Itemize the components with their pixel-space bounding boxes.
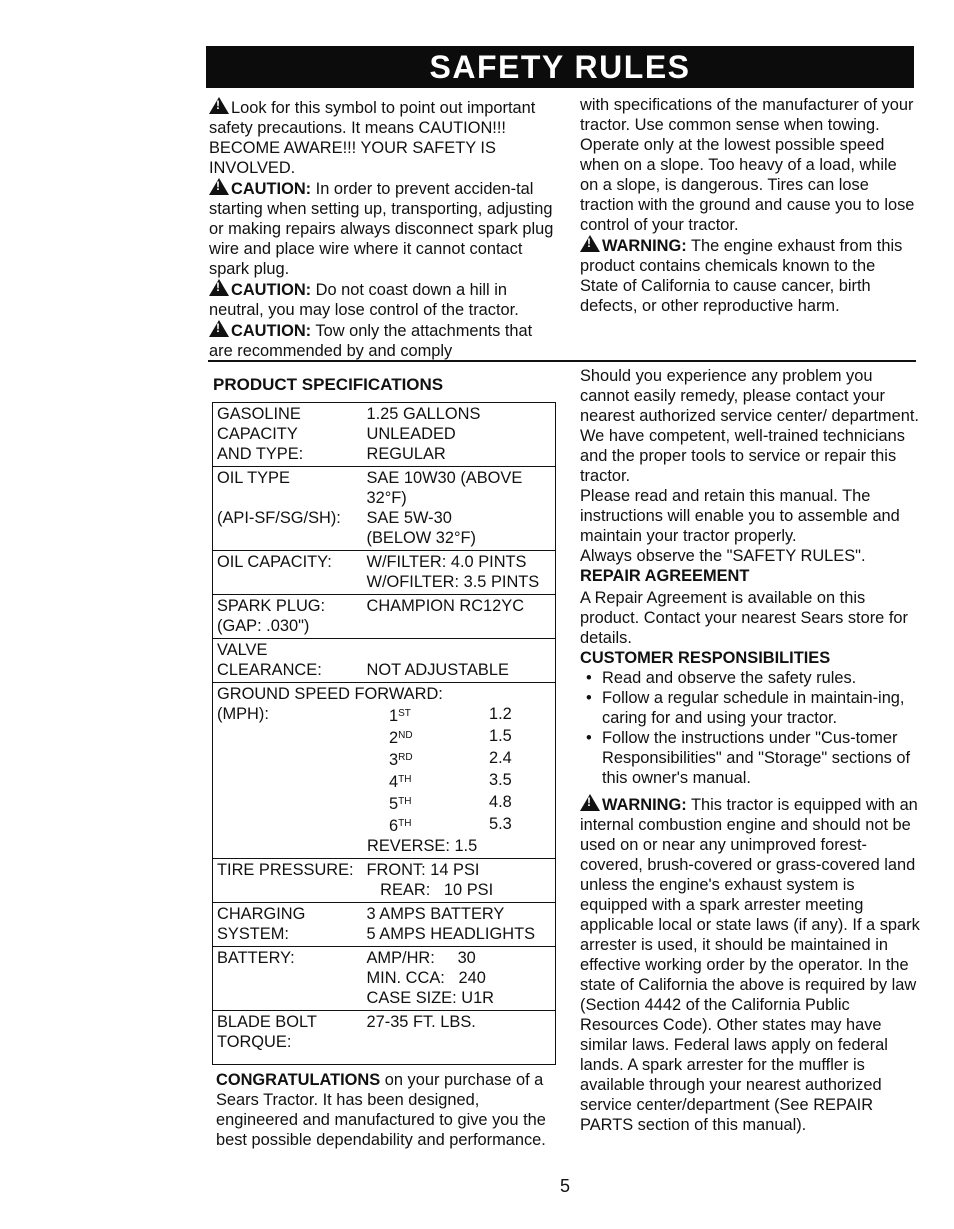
specifications-table: [212, 402, 556, 1065]
spark-arrester-warning: !WARNING: This tractor is equipped with an internal combustion engine and should not be used on or near any unimproved forest-covered, brush-covered or grass-covered land unless the engine's exhaust system is equipped with a spark arrester meeting applicable local or state laws (if any). If a spark arrester is used, it should be maintained in effective working order by the operator. In the state of California the above is required by law (Section 4442 of the California Public Resources Code). Other states may have similar laws. Federal laws apply on federal lands. A spark arrester for the muffler is available through your nearest authorized service center/department (See REPAIR PARTS section of this manual).: [580, 794, 920, 1135]
caution-paragraph-1: !CAUTION: In order to prevent acciden-tal starting when setting up, transporting, adjusting or making repairs always disconnect spark plug wire and place wire where it cannot contact spark plug.: [209, 178, 557, 279]
section-divider: [208, 360, 916, 362]
gear-speed-row: [359, 770, 549, 792]
list-item: • Follow the instructions under "Cus-tomer Responsibilities" and "Storage" sections of this owner's manual.: [580, 728, 920, 788]
gear-speed-row: [359, 814, 549, 836]
list-item: • Read and observe the safety rules.: [580, 668, 920, 688]
repair-agreement-heading: REPAIR AGREEMENT: [580, 567, 750, 585]
observe-rules-paragraph: Always observe the "SAFETY RULES".: [580, 547, 866, 565]
table-row: BLADE BOLT TORQUE: 27-35 FT. LBS.: [213, 1011, 556, 1065]
table-row: VALVE CLEARANCE: NOT ADJUSTABLE: [213, 639, 556, 683]
congratulations-paragraph: CONGRATULATIONS on your purchase of a Sears Tractor. It has been designed, engineered and manufactured to give you the best possible dependability and performance.: [216, 1071, 546, 1149]
gear-label: 2ND: [389, 729, 413, 747]
gear-speed-row: [359, 726, 549, 748]
service-paragraph: Should you experience any problem you cannot easily remedy, please contact your nearest authorized service center/ department. We have competent, well-trained technicians and the proper tools to service or repair this tractor.: [580, 367, 919, 485]
gear-label: 1ST: [389, 707, 411, 725]
gear-speed-value: 1.2: [489, 705, 512, 723]
california-warning-paragraph: !WARNING: The engine exhaust from this product contains chemicals known to the State of California to cause cancer, birth defects, or other reproductive harm.: [580, 235, 916, 316]
page-number: 5: [560, 1176, 571, 1196]
warning-triangle-icon: [209, 279, 229, 296]
gear-speed-list: [359, 704, 549, 836]
gear-speed-value: 2.4: [489, 749, 512, 767]
warning-triangle-icon: [209, 320, 229, 337]
responsibilities-list: [580, 668, 920, 788]
customer-responsibilities-heading: CUSTOMER RESPONSIBILITIES: [580, 649, 831, 667]
table-row: TIRE PRESSURE: FRONT: 14 PSI REAR: 10 PSI: [213, 859, 556, 903]
warning-triangle-icon: [209, 97, 229, 114]
gear-speed-value: 3.5: [489, 771, 512, 789]
right-bottom-column: [580, 366, 920, 1135]
caution-paragraph-3: !CAUTION: Tow only the attachments that are recommended by and comply: [209, 320, 557, 361]
gear-speed-value: 5.3: [489, 815, 512, 833]
warning-triangle-icon: [580, 794, 600, 811]
table-row: OIL CAPACITY: W/FILTER: 4.0 PINTS W/OFILTER: 3.5 PINTS: [213, 551, 556, 595]
table-row: CHARGING SYSTEM: 3 AMPS BATTERY 5 AMPS HEADLIGHTS: [213, 903, 556, 947]
gear-label: 4TH: [389, 773, 412, 791]
table-row: GASOLINE CAPACITY AND TYPE: 1.25 GALLONS UNLEADED REGULAR: [217, 405, 481, 463]
towing-paragraph: with specifications of the manufacturer of your tractor. Use common sense when towing. Operate only at the lowest possible speed when on a slope. Too heavy of a load, while on a slope, is dangerous. Tires can lose traction with the ground and cause you to lose control of your tractor.: [580, 96, 915, 234]
table-row: BATTERY: AMP/HR: 30 MIN. CCA: 240 CASE SIZE: U1R: [213, 947, 556, 1011]
warning-triangle-icon: [580, 235, 600, 252]
table-row: OIL TYPE (API-SF/SG/SH): SAE 10W30 (ABOVE 32°F) SAE 5W-30 (BELOW 32°F): [213, 467, 556, 551]
left-top-column: [209, 97, 557, 361]
gear-label: 5TH: [389, 795, 412, 813]
reverse-speed: REVERSE: 1.5: [367, 837, 478, 855]
gear-speed-row: [359, 792, 549, 814]
repair-agreement-text: A Repair Agreement is available on this product. Contact your nearest Sears store for details.: [580, 589, 908, 647]
warning-triangle-icon: [209, 178, 229, 195]
ground-speed-label: GROUND SPEED FORWARD:: [217, 685, 443, 703]
gear-speed-row: [359, 704, 549, 726]
product-specifications-heading: PRODUCT SPECIFICATIONS: [213, 375, 444, 394]
intro-paragraph: !Look for this symbol to point out important safety precautions. It means CAUTION!!! BECOME AWARE!!! YOUR SAFETY IS INVOLVED.: [209, 97, 557, 178]
list-item: • Follow a regular schedule in maintain-ing, caring for and using your tractor.: [580, 688, 920, 728]
safety-rules-banner: SAFETY RULES: [206, 46, 914, 88]
gear-label: 3RD: [389, 751, 413, 769]
retain-manual-paragraph: Please read and retain this manual. The instructions will enable you to assemble and maintain your tractor properly.: [580, 487, 900, 545]
gear-speed-value: 1.5: [489, 727, 512, 745]
right-top-column: [580, 95, 916, 316]
gear-label: 6TH: [389, 817, 412, 835]
caution-paragraph-2: !CAUTION: Do not coast down a hill in neutral, you may lose control of the tractor.: [209, 279, 557, 320]
gear-speed-value: 4.8: [489, 793, 512, 811]
table-row: SPARK PLUG: (GAP: .030") CHAMPION RC12YC: [213, 595, 556, 639]
mph-label: (MPH):: [217, 705, 269, 723]
ground-speed-row: [213, 683, 556, 859]
gear-speed-row: [359, 748, 549, 770]
